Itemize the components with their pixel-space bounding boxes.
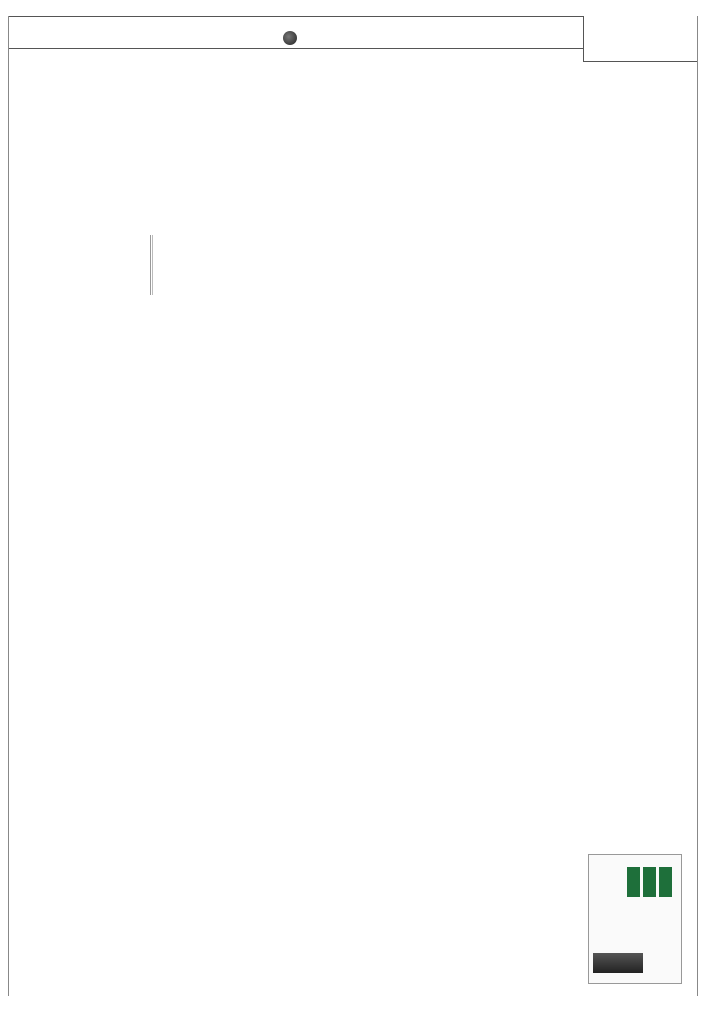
masthead-emblem-icon	[283, 31, 297, 45]
address-stamp	[312, 862, 319, 865]
header-rule-top	[8, 16, 583, 17]
page-border-left	[8, 16, 9, 996]
page-border-right	[697, 16, 698, 996]
thumb-green-block	[643, 867, 656, 897]
clipping-meta	[583, 16, 697, 62]
stamp-address	[312, 862, 319, 865]
thumb-green-block	[659, 867, 672, 897]
binder-mark	[150, 235, 153, 295]
newspaper-masthead	[282, 24, 298, 49]
page-thumbnail	[588, 854, 682, 984]
thumb-green-block	[627, 867, 640, 897]
stamp-name	[312, 862, 319, 865]
thumb-photo	[593, 953, 643, 973]
